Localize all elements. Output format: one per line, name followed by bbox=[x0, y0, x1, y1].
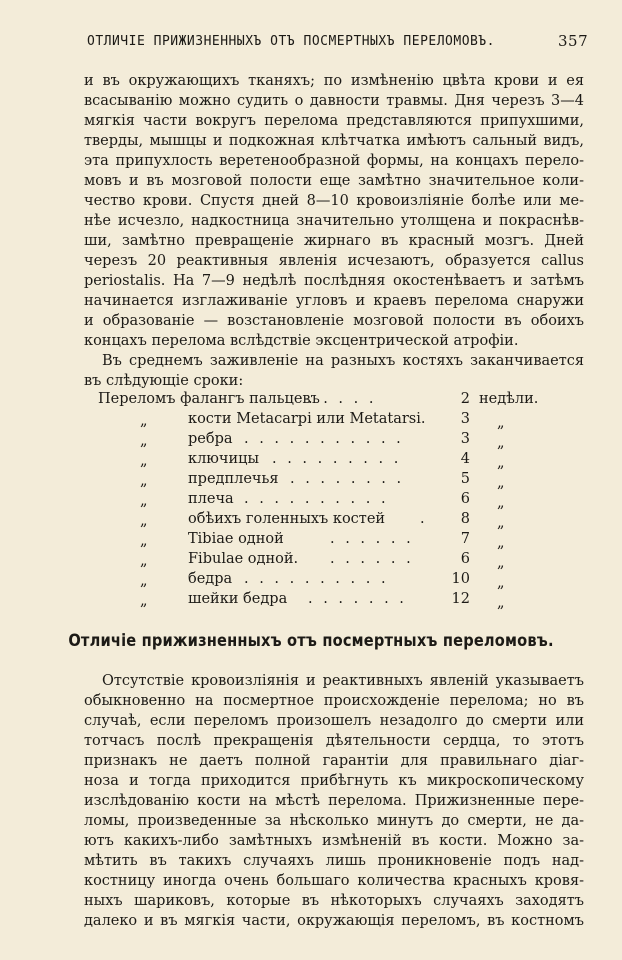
paragraph-3-line: ноза и тогда приходится прибѣгнуть къ микроскопическому bbox=[84, 773, 584, 789]
table-row-dots: . bbox=[420, 511, 428, 527]
table-row-label: бедра bbox=[188, 571, 233, 587]
ditto-mark: „ bbox=[497, 555, 505, 571]
table-row-label: шейки бедра bbox=[188, 591, 288, 607]
table-row-label: кости Metacarpi или Metatarsi. bbox=[188, 411, 426, 427]
paragraph-1-line: и образованіе — возстановленіе мозговой полости въ обоихъ bbox=[84, 313, 584, 329]
table-row-label: обѣихъ голенныхъ костей bbox=[188, 511, 386, 527]
paragraph-1-line: эта припухлость веретенообразной формы, на концахъ перело- bbox=[84, 153, 584, 169]
paragraph-1-line: черезъ 20 реактивныя явленія исчезаютъ, образуется callus bbox=[84, 253, 584, 269]
table-row-dots: . . . . . . . . . bbox=[272, 451, 402, 467]
table-row-dots: . . . . . bbox=[308, 391, 377, 407]
paragraph-3-line: далеко и въ мягкія части, окружающія переломъ, въ костномъ bbox=[84, 913, 584, 929]
running-header bbox=[0, 34, 622, 56]
ditto-mark: „ bbox=[497, 435, 505, 451]
table-row-dots: . . . . . . . bbox=[308, 591, 407, 607]
table-row-value: 5 bbox=[460, 471, 470, 487]
table-row bbox=[0, 511, 622, 531]
ditto-mark: „ bbox=[140, 493, 148, 509]
table-row-dots: . . . . . . . . . . bbox=[244, 571, 389, 587]
paragraph-2-line: въ слѣдующіе сроки: bbox=[84, 373, 244, 389]
paragraph-1-line: мовъ и въ мозговой полости еще замѣтно значительное коли- bbox=[84, 173, 584, 189]
ditto-mark: „ bbox=[497, 515, 505, 531]
ditto-mark: „ bbox=[497, 495, 505, 511]
section-heading: Отличіе прижизненныхъ отъ посмертныхъ переломовъ. bbox=[68, 631, 554, 651]
ditto-mark: „ bbox=[140, 453, 148, 469]
ditto-mark: „ bbox=[140, 473, 148, 489]
ditto-mark: „ bbox=[140, 433, 148, 449]
paragraph-1-line: чество крови. Спустя дней 8—10 кровоизліяніе болѣе или ме- bbox=[84, 193, 584, 209]
ditto-mark: „ bbox=[140, 513, 148, 529]
paragraph-1-line: концахъ перелома вслѣдствіе эксцентрической атрофіи. bbox=[84, 333, 519, 349]
table-row-dots: . . . . . . bbox=[330, 531, 414, 547]
table-row-dots: . . . . . . . . bbox=[290, 471, 405, 487]
paragraph-1-line: нѣе исчезло, надкостница значительно утолщена и покраснѣв- bbox=[84, 213, 584, 229]
table-row-unit: недѣли. bbox=[479, 391, 539, 407]
table-row-value: 8 bbox=[460, 511, 470, 527]
table-row-value: 3 bbox=[460, 431, 470, 447]
ditto-mark: „ bbox=[140, 533, 148, 549]
table-row-label: предплечья bbox=[188, 471, 279, 487]
running-title: ОТЛИЧІЕ ПРИЖИЗНЕННЫХЪ ОТЪ ПОСМЕРТНЫХЪ ПЕРЕЛОМОВЪ. bbox=[87, 34, 496, 49]
table-row-value: 3 bbox=[460, 411, 470, 427]
table-row bbox=[0, 391, 622, 411]
paragraph-3-line: костницу иногда очень большаго количества красныхъ кровя- bbox=[84, 873, 584, 889]
table-row-dots: . . . . . . bbox=[330, 551, 414, 567]
ditto-mark: „ bbox=[140, 573, 148, 589]
table-row bbox=[0, 451, 622, 471]
table-row-dots: . . . . . . . . . . bbox=[244, 491, 389, 507]
table-row-value: 7 bbox=[460, 531, 470, 547]
paragraph-3-line: признакъ не даетъ полной гарантіи для правильнаго діаг- bbox=[84, 753, 584, 769]
paragraph-1-line: мягкія части вокругъ перелома представляются припухшими, bbox=[84, 113, 584, 129]
paragraph-3-line: изслѣдованію кости на мѣстѣ перелома. Прижизненные пере- bbox=[84, 793, 584, 809]
ditto-mark: „ bbox=[497, 595, 505, 611]
paragraph-3-line: ломы, произведенные за нѣсколько минутъ до смерти, не да- bbox=[84, 813, 584, 829]
table-row bbox=[0, 411, 622, 431]
table-row-value: 12 bbox=[451, 591, 470, 607]
ditto-mark: „ bbox=[140, 553, 148, 569]
paragraph-3-line: мѣтить въ такихъ случаяхъ лишь проникновеніе подъ над- bbox=[84, 853, 584, 869]
table-row-value: 6 bbox=[460, 551, 470, 567]
paragraph-3-line: случаѣ, если переломъ произошелъ незадолго до смерти или bbox=[84, 713, 584, 729]
paragraph-1-line: тверды, мышцы и подкожная клѣтчатка имѣютъ сальный видъ, bbox=[84, 133, 584, 149]
paragraph-3-line: ныхъ шариковъ, которые въ нѣкоторыхъ случаяхъ заходятъ bbox=[84, 893, 584, 909]
paragraph-1-line: начинается изглаживаніе угловъ и краевъ перелома снаружи bbox=[84, 293, 584, 309]
paragraph-1-line: и въ окружающихъ тканяхъ; по измѣненію цвѣта крови и ея bbox=[84, 73, 584, 89]
table-row-dots: . . . . . . . . . . . bbox=[244, 431, 404, 447]
ditto-mark: „ bbox=[497, 455, 505, 471]
paragraph-3-line: тотчасъ послѣ прекращенія дѣятельности сердца, то этотъ bbox=[84, 733, 584, 749]
paragraph-3-line: ютъ какихъ-либо замѣтныхъ измѣненій въ кости. Можно за- bbox=[84, 833, 584, 849]
ditto-mark: „ bbox=[497, 415, 505, 431]
table-row-value: 4 bbox=[460, 451, 470, 467]
table-row-label: Переломъ фалангъ пальцевъ bbox=[98, 391, 320, 407]
table-row-label: ключицы bbox=[188, 451, 260, 467]
paragraph-1-line: всасыванію можно судить о давности травмы. Дня черезъ 3—4 bbox=[84, 93, 584, 109]
table-row bbox=[0, 431, 622, 451]
paragraph-1-line: ши, замѣтно превращеніе жирнаго въ красный мозгъ. Дней bbox=[84, 233, 584, 249]
table-row-label: ребра bbox=[188, 431, 233, 447]
table-row-label: плеча bbox=[188, 491, 234, 507]
paragraph-3-line: обыкновенно на посмертное происхожденіе перелома; но въ bbox=[84, 693, 584, 709]
table-row-value: 6 bbox=[460, 491, 470, 507]
table-row bbox=[0, 591, 622, 611]
page-number: 357 bbox=[558, 32, 589, 50]
paragraph-3-line: Отсутствіе кровоизліянія и реактивныхъ явленій указываетъ bbox=[102, 673, 584, 689]
ditto-mark: „ bbox=[497, 575, 505, 591]
table-row bbox=[0, 531, 622, 551]
table-row-label: Fibulae одной. bbox=[188, 551, 299, 567]
ditto-mark: „ bbox=[497, 475, 505, 491]
ditto-mark: „ bbox=[140, 413, 148, 429]
table-row-label: Tibiae одной bbox=[188, 531, 284, 547]
paragraph-2-line: Въ среднемъ заживленіе на разныхъ костяхъ заканчивается bbox=[102, 353, 584, 369]
ditto-mark: „ bbox=[140, 593, 148, 609]
table-row bbox=[0, 471, 622, 491]
table-row bbox=[0, 551, 622, 571]
ditto-mark: „ bbox=[497, 535, 505, 551]
paragraph-1-line: periostalis. На 7—9 недѣлѣ послѣдняя окостенѣваетъ и затѣмъ bbox=[84, 273, 584, 289]
table-row-value: 10 bbox=[451, 571, 470, 587]
table-row bbox=[0, 571, 622, 591]
table-row-value: 2 bbox=[460, 391, 470, 407]
table-row bbox=[0, 491, 622, 511]
